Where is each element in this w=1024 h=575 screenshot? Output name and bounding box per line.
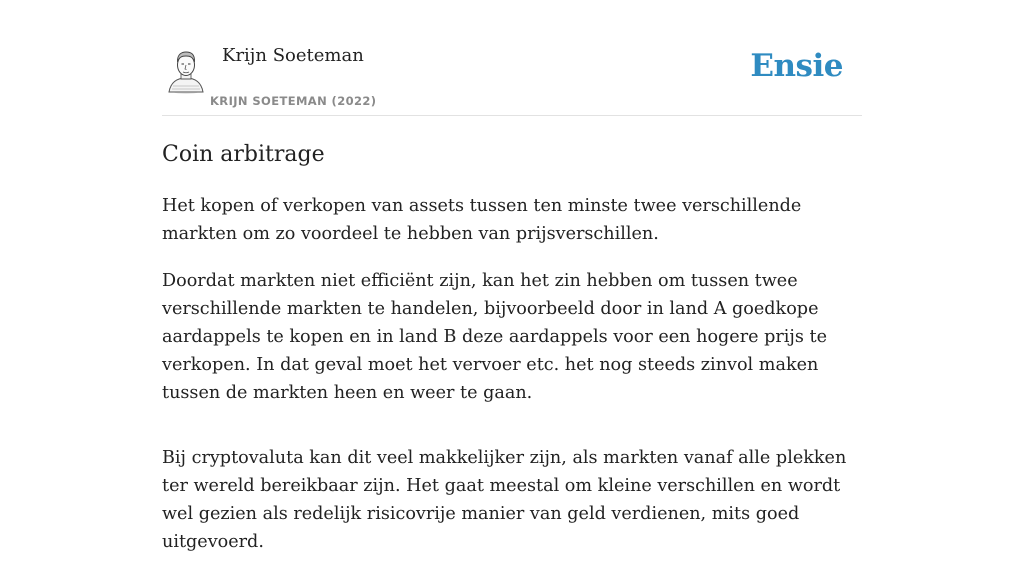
entry-paragraph-definition: Het kopen of verkopen van assets tussen ten minste twee verschillende markten om zo voordeel te hebben van prijsverschillen.	[162, 196, 802, 244]
ensie-logo[interactable]: Ensie	[750, 48, 843, 84]
author-avatar-icon[interactable]	[164, 48, 208, 92]
entry-paragraph-crypto: Bij cryptovaluta kan dit veel makkelijker zijn, als markten vanaf alle plekken ter wereld bereikbaar zijn. Het gaat meestal om kleine verschillen en wordt wel gezien als redelijk risicovrije manier van geld verdienen, mits goed uitgevoerd.	[162, 448, 847, 552]
entry-body	[162, 192, 862, 556]
author-meta: KRIJN SOETEMAN (2022)	[210, 94, 377, 108]
entry-header	[162, 0, 862, 116]
entry-paragraph-explanation: Doordat markten niet efficiënt zijn, kan het zin hebben om tussen twee verschillende markten te handelen, bijvoorbeeld door in land A goedkope aardappels te kopen en in land B deze aardappels voor een hogere prijs te verkopen. In dat geval moet het vervoer etc. het nog steeds zinvol maken tussen de markten heen en weer te gaan.	[162, 271, 827, 403]
author-name[interactable]: Krijn Soeteman	[222, 45, 364, 66]
entry-title: Coin arbitrage	[162, 142, 325, 167]
entry-card	[162, 0, 862, 575]
